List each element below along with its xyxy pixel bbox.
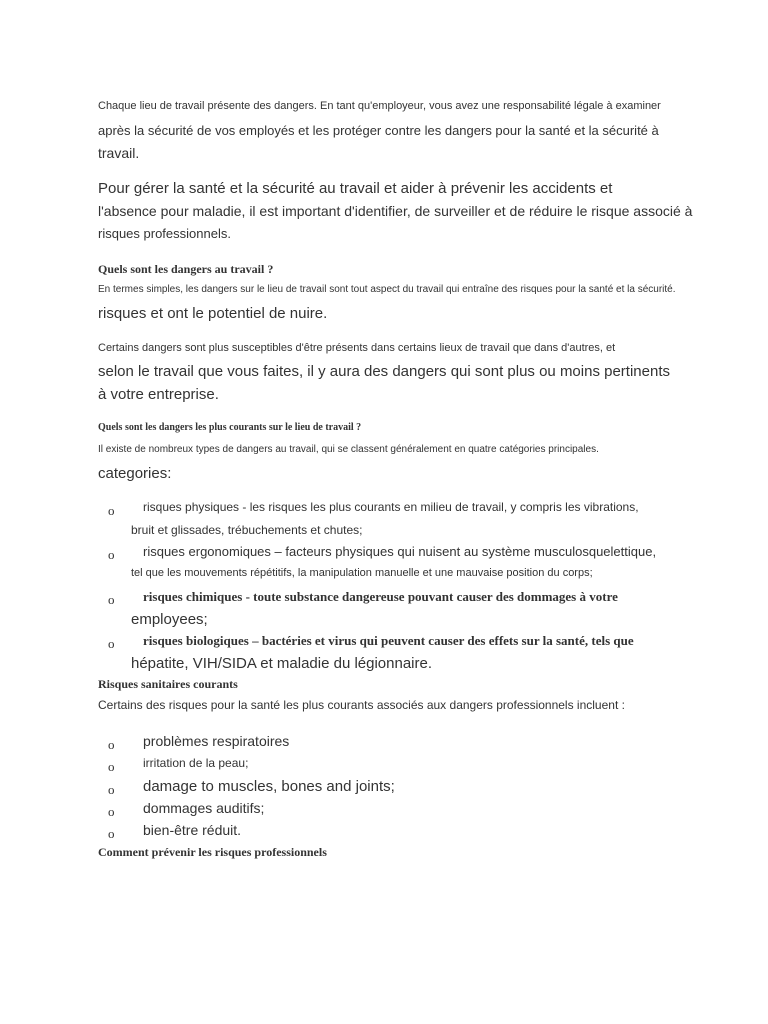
category-line-1: risques physiques - les risques les plus courants en milieu de travail, y compris les vibrations,: [143, 500, 639, 514]
bullet-marker: o: [108, 826, 115, 841]
health-risk-text: bien-être réduit.: [143, 822, 242, 838]
bullet-marker: o: [108, 547, 115, 562]
bullet-marker: o: [108, 782, 115, 797]
section1-line-1: En termes simples, les dangers sur le lieu de travail sont tout aspect du travail qui entraîne des risques pour la santé et la sécurité.: [98, 284, 676, 295]
bullet-marker: o: [108, 759, 115, 774]
certain-line-3: à votre entreprise.: [98, 386, 219, 403]
section-heading-prevention: Comment prévenir les risques professionnels: [98, 845, 327, 859]
intro-line-2: après la sécurité de vos employés et les protéger contre les dangers pour la santé et la sécurité à: [98, 123, 659, 138]
section2-line-1: Il existe de nombreux types de dangers au travail, qui se classent généralement en quatre catégories principales.: [98, 444, 599, 455]
certain-line-2: selon le travail que vous faites, il y aura des dangers qui sont plus ou moins pertinents: [98, 363, 670, 380]
health-risk-text: damage to muscles, bones and joints;: [143, 778, 395, 795]
bullet-marker: o: [108, 592, 115, 607]
bullet-marker: o: [108, 503, 115, 518]
category-line-2: employees;: [131, 611, 208, 628]
manage-line-2: l'absence pour maladie, il est important d'identifier, de surveiller et de réduire le risque associé à: [98, 203, 693, 219]
category-line-1: risques biologiques – bactéries et virus qui peuvent causer des effets sur la santé, tels que: [143, 633, 634, 648]
section-heading-common-dangers: Quels sont les dangers les plus courants sur le lieu de travail ?: [98, 422, 362, 433]
health-risk-text: problèmes respiratoires: [143, 733, 290, 749]
bullet-marker: o: [108, 636, 115, 651]
category-line-2: hépatite, VIH/SIDA et maladie du légionnaire.: [131, 655, 433, 672]
intro-line-3: travail.: [98, 145, 140, 161]
certain-line-1: Certains dangers sont plus susceptibles d'être présents dans certains lieux de travail que dans d'autres, et: [98, 342, 616, 354]
section-heading-dangers: Quels sont les dangers au travail ?: [98, 262, 274, 276]
category-line-2: bruit et glissades, trébuchements et chutes;: [131, 523, 363, 537]
section-heading-health-risks: Risques sanitaires courants: [98, 677, 238, 691]
health-risk-text: irritation de la peau;: [143, 756, 249, 770]
section3-line-1: Certains des risques pour la santé les plus courants associés aux dangers professionnels incluent :: [98, 698, 625, 712]
section2-line-2: categories:: [98, 465, 172, 482]
bullet-marker: o: [108, 804, 115, 819]
manage-line-3: risques professionnels.: [98, 226, 231, 241]
category-line-1: risques ergonomiques – facteurs physiques qui nuisent au système musculosquelettique,: [143, 544, 657, 559]
health-risk-text: dommages auditifs;: [143, 800, 265, 816]
intro-line-1: Chaque lieu de travail présente des dangers. En tant qu'employeur, vous avez une responsabilité légale à examiner: [98, 100, 661, 112]
section1-line-2: risques et ont le potentiel de nuire.: [98, 305, 328, 322]
manage-line-1: Pour gérer la santé et la sécurité au travail et aider à prévenir les accidents et: [98, 180, 613, 197]
category-line-1: risques chimiques - toute substance dangereuse pouvant causer des dommages à votre: [143, 589, 618, 604]
bullet-marker: o: [108, 737, 115, 752]
category-line-2: tel que les mouvements répétitifs, la manipulation manuelle et une mauvaise position du corps;: [131, 567, 593, 579]
